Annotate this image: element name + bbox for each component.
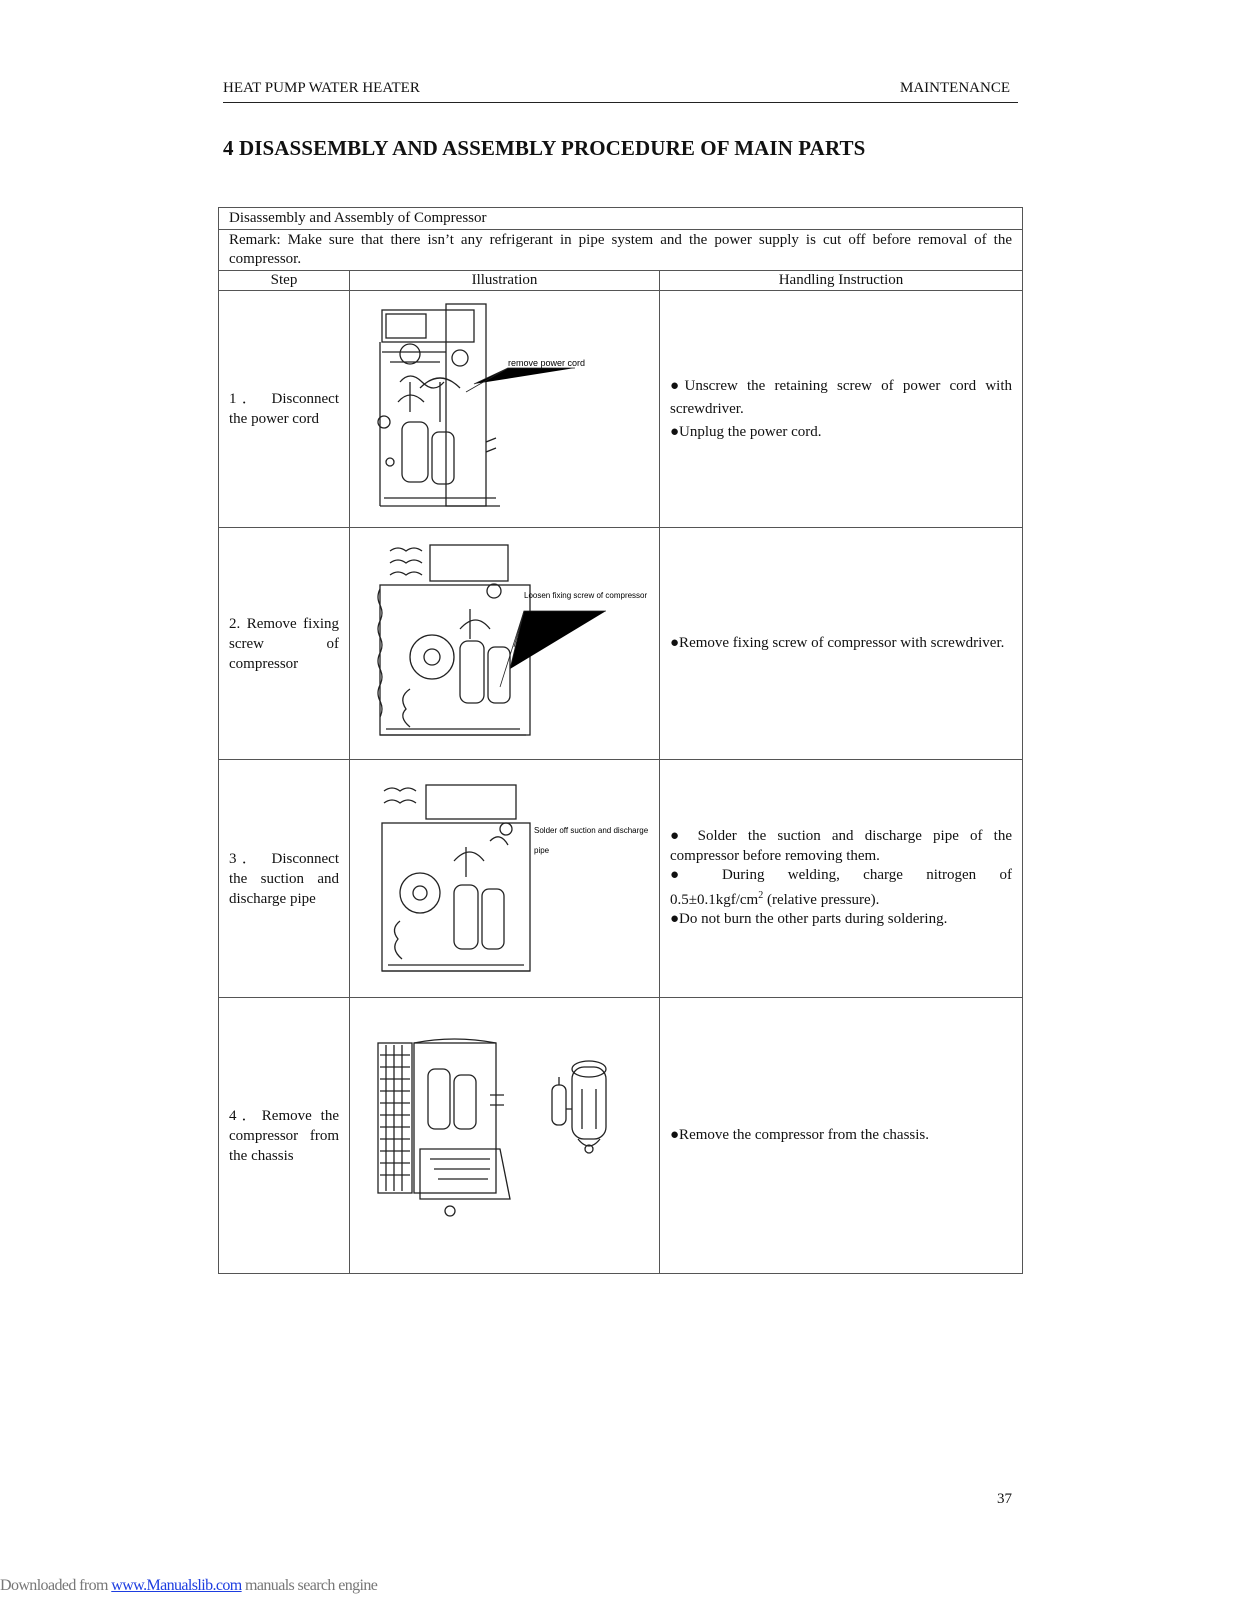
instruction-text: ● Solder the suction and discharge pipe of the compressor before removing them. <box>670 828 1012 864</box>
column-header-instruction: Handling Instruction <box>660 271 1023 291</box>
instruction-cell <box>660 998 1023 1274</box>
instruction-text: ●Unplug the power cord. <box>670 423 822 440</box>
instruction-text <box>670 886 1012 911</box>
instruction-text: ●Do not burn the other parts during soldering. <box>670 911 948 928</box>
page-number: 37 <box>997 1491 1012 1507</box>
step-cell <box>219 291 350 528</box>
manualslib-link[interactable]: www.Manualslib.com <box>111 1577 242 1594</box>
instruction-cell <box>660 528 1023 760</box>
page-header <box>223 80 1018 103</box>
figure-label-line1: Solder off suction and discharge <box>534 825 649 835</box>
table-row <box>219 528 1023 760</box>
instruction-fragment: 0.5±0.1kgf/cm <box>670 891 759 908</box>
instruction-text: ●Remove the compressor from the chassis. <box>670 1127 929 1143</box>
instruction-text: ●Remove fixing screw of compressor with screwdriver. <box>670 635 1005 651</box>
step-text: 2. Remove fixing screw of compressor <box>229 615 339 672</box>
table-caption: Disassembly and Assembly of Compressor <box>219 208 1023 230</box>
step-cell <box>219 998 350 1274</box>
instruction-text: ● During welding, charge nitrogen of <box>670 867 1012 884</box>
column-header-illustration: Illustration <box>350 271 660 291</box>
download-footer <box>0 1577 377 1595</box>
illustration-cell <box>350 998 660 1274</box>
figure-label: Loosen fixing screw of compressor <box>524 590 648 600</box>
illustration-cell <box>350 291 660 528</box>
table-remark: Remark: Make sure that there isn’t any refrigerant in pipe system and the power supply is cut off before removal of the compressor. <box>219 230 1023 271</box>
column-header-step: Step <box>219 271 350 291</box>
instruction-text: ●Unscrew the retaining screw of power cord with screwdriver. <box>670 377 1012 417</box>
header-left: HEAT PUMP WATER HEATER <box>223 80 420 96</box>
step-text: 1． Disconnect the power cord <box>229 391 339 427</box>
figure-label-line2: pipe <box>534 845 550 855</box>
table-header-row <box>219 271 1023 291</box>
illustration-cell <box>350 528 660 760</box>
footer-suffix: manuals search engine <box>241 1577 378 1594</box>
compressor-removal-illustration <box>350 999 660 1273</box>
table-row <box>219 291 1023 528</box>
illustration-cell <box>350 760 660 998</box>
instruction-cell <box>660 760 1023 998</box>
table-row <box>219 760 1023 998</box>
instruction-fragment: (relative pressure). <box>763 891 880 908</box>
power-cord-illustration <box>350 292 660 527</box>
footer-prefix: Downloaded from <box>0 1577 112 1594</box>
page-title: 4 DISASSEMBLY AND ASSEMBLY PROCEDURE OF MAIN PARTS <box>223 136 866 160</box>
step-cell <box>219 528 350 760</box>
table-row <box>219 998 1023 1274</box>
step-cell <box>219 760 350 998</box>
step-text: 4．Remove the compressor from the chassis <box>229 1107 339 1164</box>
fixing-screw-illustration <box>350 529 660 759</box>
instruction-cell <box>660 291 1023 528</box>
suction-discharge-illustration <box>350 761 660 997</box>
superscript: 2 <box>758 889 764 901</box>
header-right: MAINTENANCE <box>900 80 1010 96</box>
step-text: 3． Disconnect the suction and discharge pipe <box>229 850 339 907</box>
procedure-table <box>218 207 1023 1274</box>
figure-label: remove power cord <box>508 357 586 368</box>
